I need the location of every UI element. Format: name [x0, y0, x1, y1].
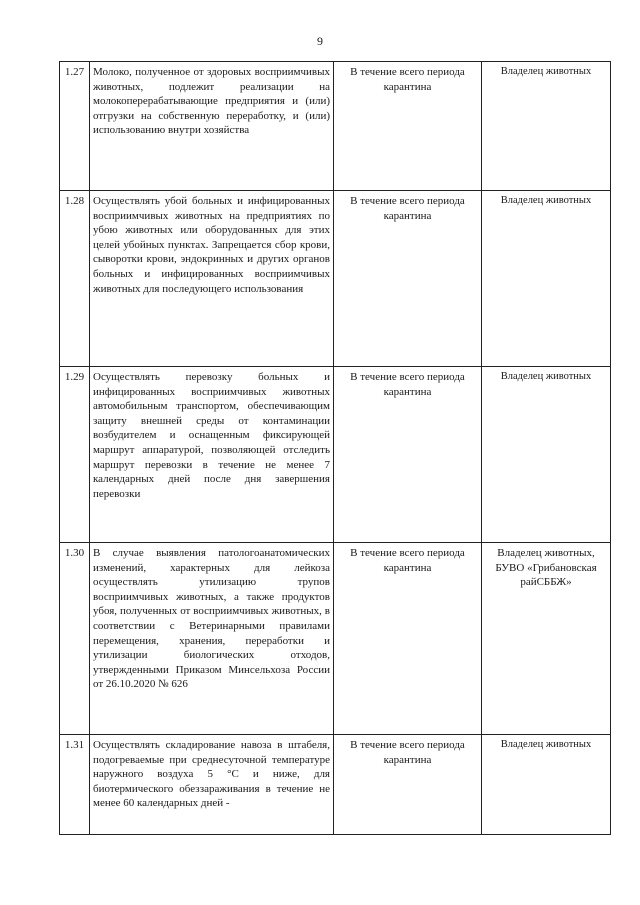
measure-responsible: Владелец животных — [482, 735, 611, 835]
measure-term: В течение всего периода карантина — [334, 191, 482, 367]
table-row — [60, 367, 611, 543]
row-number: 1.28 — [60, 191, 90, 367]
measure-text: В случае выявления патологоанатомических изменений, характерных для лейкоза осуществлять утилизацию трупов восприимчивых животных, а также продуктов убоя, полученных от восприимчивых животных, в соответствии с Ветеринарными правилами перемещения, хранения, переработки и утилизации биологических отходов, утвержденными Приказом Минсельхоза России от 26.10.2020 № 626 — [90, 543, 334, 735]
measure-responsible: Владелец животных, БУВО «Грибановская райСББЖ» — [482, 543, 611, 735]
row-number: 1.27 — [60, 62, 90, 191]
measures-table — [59, 61, 611, 835]
measure-text: Осуществлять перевозку больных и инфицированных восприимчивых животных автомобильным транспортом, обеспечивающим защиту внешней среды от контаминации возбудителем и оснащенным фиксирующей маршрут аппаратурой, позволяющей отследить маршрут перевозки в течение не менее 7 календарных дней после дня завершения перевозки — [90, 367, 334, 543]
measure-responsible: Владелец животных — [482, 62, 611, 191]
measure-responsible: Владелец животных — [482, 367, 611, 543]
measure-term: В течение всего периода карантина — [334, 367, 482, 543]
table-row — [60, 735, 611, 835]
row-number: 1.29 — [60, 367, 90, 543]
row-number: 1.31 — [60, 735, 90, 835]
table-row — [60, 191, 611, 367]
measure-term: В течение всего периода карантина — [334, 543, 482, 735]
page-number: 9 — [317, 34, 323, 48]
table-row — [60, 543, 611, 735]
measure-term: В течение всего периода карантина — [334, 735, 482, 835]
measure-text: Осуществлять убой больных и инфицированных восприимчивых животных на предприятиях по убою животных или оборудованных для этих целей убойных пунктах. Запрещается сбор крови, сыворотки крови, эндокринных и других органов больных и инфицированных восприимчивых животных для последующего использования — [90, 191, 334, 367]
measure-text: Молоко, полученное от здоровых восприимчивых животных, подлежит реализации на молокоперерабатывающие предприятия и (или) отгрузки на собственную переработку, и (или) использованию внутри хозяйства — [90, 62, 334, 191]
measure-term: В течение всего периода карантина — [334, 62, 482, 191]
row-number: 1.30 — [60, 543, 90, 735]
table-row — [60, 62, 611, 191]
measure-text: Осуществлять складирование навоза в штабеля, подогреваемые при среднесуточной температуре наружного воздуха 5 °С и ниже, для биотермического обеззараживания в течение не менее 60 календарных дней - — [90, 735, 334, 835]
measure-responsible: Владелец животных — [482, 191, 611, 367]
